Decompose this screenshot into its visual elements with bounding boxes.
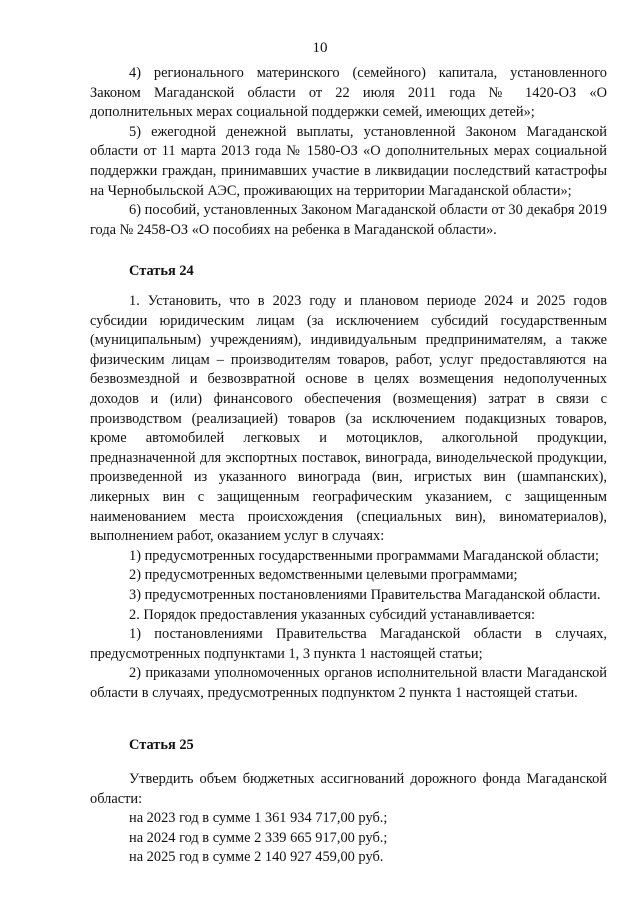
paragraph: 2) приказами уполномоченных органов исполнительной власти Магаданской области в случаях, предусмотренных подпунктом 2 пункта 1 настоящей статьи.: [90, 665, 607, 701]
amount-line: на 2023 год в сумме 1 361 934 717,00 руб.;: [129, 810, 388, 827]
article-24-body: [90, 292, 607, 703]
list-item: 4) регионального материнского (семейного) капитала, установленного Законом Магаданской области от 22 июля 2011 года № 1420-ОЗ «О дополнительных мерах социальной поддержки семей, имеющих детей»;: [90, 65, 607, 121]
article-25-body: [90, 770, 607, 868]
paragraph: Утвердить объем бюджетных ассигнований дорожного фонда Магаданской области:: [90, 771, 607, 807]
page-number: 10: [312, 40, 328, 56]
benefits-list: [90, 64, 607, 240]
article-24-heading: Статья 24: [129, 263, 194, 279]
list-item: 5) ежегодной денежной выплаты, установленной Законом Магаданской области от 11 марта 2013 года № 1580-ОЗ «О дополнительных мерах социальной поддержки граждан, принимавших участие в ликвидации последствий катастрофы на Чернобыльской АЭС, проживающих на территории Магаданской области»;: [90, 123, 607, 199]
list-item: 6) пособий, установленных Законом Магаданской области от 30 декабря 2019 года № 2458-ОЗ «О пособиях на ребенка в Магаданской области».: [90, 202, 607, 238]
paragraph: 1) предусмотренных государственными программами Магаданской области;: [129, 547, 599, 564]
paragraph: 2. Порядок предоставления указанных субсидий устанавливается:: [129, 606, 535, 623]
paragraph: 1. Установить, что в 2023 году и плановом периоде 2024 и 2025 годов субсидии юридическим лицам (за исключением субсидий государственным (муниципальным) учреждениям), индивидуальным предпринимателям, а также физическим лицам – производителям товаров, работ, услуг предоставляются на безвозмездной и безвозвратной основе в целях возмещения недополученных доходов и (или) финансового обеспечения (возмещения) затрат в связи с производством (реализацией) товаров (за исключением подакцизных товаров, кроме автомобилей легковых и мотоциклов, алкогольной продукции, предназначенной для экспортных поставок, винограда, винодельческой продукции, произведенной из указанного винограда (вин, игристых вин (шампанских), ликерных вин с защищенным географическим указанием, с защищенным наименованием места происхождения (специальных вин), виноматериалов), выполнением работ, оказанием услуг в случаях:: [90, 293, 607, 545]
article-25-heading: Статья 25: [129, 737, 194, 753]
paragraph: 2) предусмотренных ведомственными целевыми программами;: [129, 567, 518, 584]
amount-line: на 2025 год в сумме 2 140 927 459,00 руб.: [129, 849, 384, 866]
paragraph: 1) постановлениями Правительства Магаданской области в случаях, предусмотренных подпунктами 1, 3 пункта 1 настоящей статьи;: [90, 626, 607, 662]
paragraph: 3) предусмотренных постановлениями Правительства Магаданской области.: [129, 586, 601, 603]
amount-line: на 2024 год в сумме 2 339 665 917,00 руб.;: [129, 829, 388, 846]
